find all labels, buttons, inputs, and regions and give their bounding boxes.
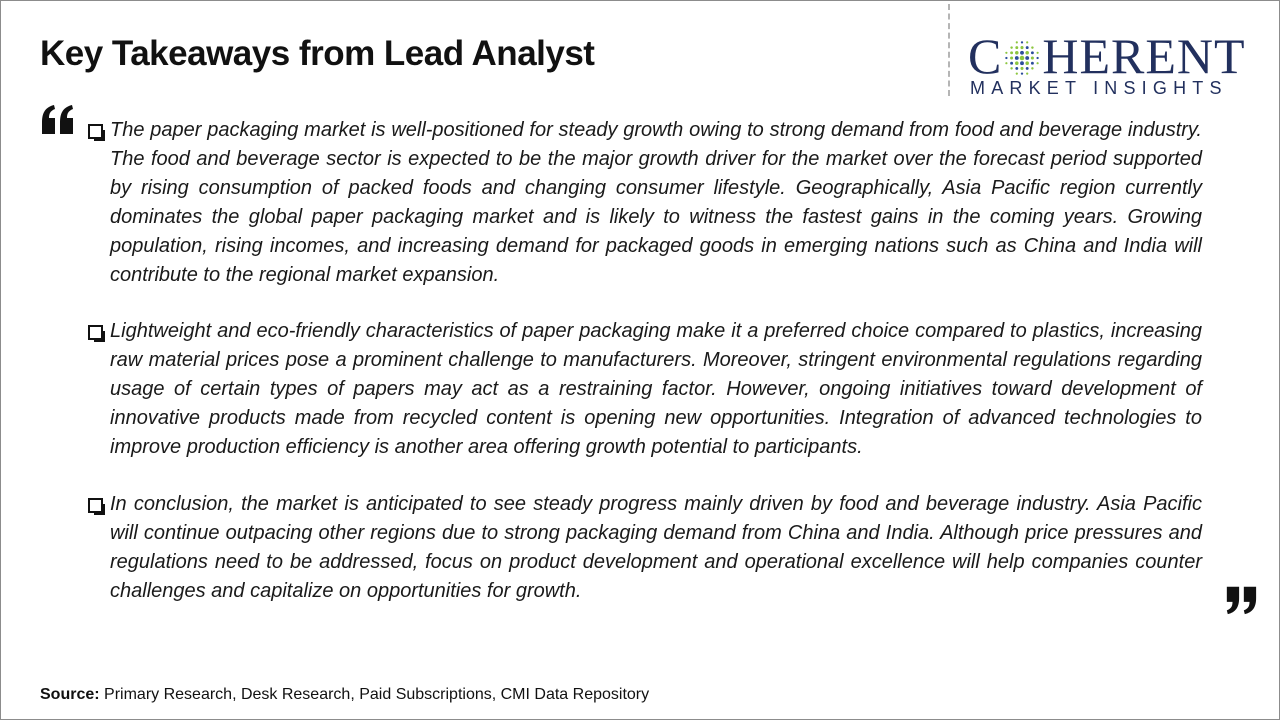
logo-globe-dot [1032, 67, 1034, 69]
header-divider [948, 4, 950, 96]
logo-globe-dot [1011, 67, 1013, 69]
logo-globe-dot [1011, 51, 1014, 54]
logo-globe-dot [1032, 46, 1034, 48]
checkbox-bullet-icon [88, 325, 103, 340]
logo-wordmark: C HERENT [968, 28, 1246, 84]
logo-globe-dot [1026, 67, 1029, 70]
logo-globe-dot [1016, 46, 1019, 49]
logo-globe-dot [1020, 56, 1025, 61]
logo-globe-dot [1037, 57, 1039, 59]
logo-globe-dot [1031, 62, 1034, 65]
list-item [86, 317, 1202, 462]
logo-globe-dot [1016, 67, 1019, 70]
page-title: Key Takeaways from Lead Analyst [40, 34, 595, 73]
logo-globe-dot [1015, 56, 1019, 60]
logo-globe-dot [1016, 73, 1018, 75]
company-logo [968, 30, 1263, 100]
logo-globe-dot [1021, 41, 1023, 43]
logo-globe-dot [1021, 72, 1023, 74]
logo-globe-icon [1003, 39, 1041, 77]
list-item [86, 490, 1202, 606]
logo-globe-dot [1006, 52, 1008, 54]
checkbox-bullet-icon [88, 498, 103, 513]
source-note [40, 686, 649, 704]
logo-globe-dot [1015, 51, 1019, 55]
logo-globe-dot [1015, 61, 1019, 65]
logo-globe-dot [1016, 41, 1018, 43]
logo-globe-dot [1037, 52, 1039, 54]
close-quote-icon [1224, 584, 1258, 616]
logo-globe-dot [1006, 62, 1008, 64]
takeaway-list [86, 116, 1202, 634]
logo-globe-dot [1020, 51, 1024, 55]
logo-globe-dot [1026, 56, 1030, 60]
takeaway-text: The paper packaging market is well-positioned for steady growth owing to strong demand from food and beverage industry. The food and beverage sector is expected to be the major growth driver for the market over the forecast period supported by rising consumption of packed foods and changing consumer lifestyle. Geographically, Asia Pacific region currently dominates the global paper packaging market and is likely to witness the fastest gains in the coming years. Growing population, rising incomes, and increasing demand for packaged goods in emerging nations such as China and India will contribute to the regional market expansion. [110, 119, 1202, 286]
logo-globe-dot [1037, 62, 1039, 64]
logo-globe-dot [1021, 46, 1024, 49]
logo-globe-dot [1020, 61, 1024, 65]
logo-globe-dot [1031, 51, 1034, 54]
logo-tagline: MARKET INSIGHTS [970, 78, 1228, 98]
logo-globe-dot [1011, 62, 1014, 65]
logo-globe-dot [1026, 41, 1028, 43]
open-quote-icon [40, 104, 76, 136]
logo-globe-dot [1010, 56, 1013, 59]
source-text: Primary Research, Desk Research, Paid Subscriptions, CMI Data Repository [104, 686, 650, 703]
logo-globe-dot [1026, 61, 1030, 65]
checkbox-bullet-icon [88, 124, 103, 139]
takeaway-text: Lightweight and eco-friendly characteristics of paper packaging make it a preferred choice compared to plastics, increasing raw material prices pose a prominent challenge to manufacturers. Moreover, stringent environmental regulations regarding usage of certain types of papers may act as a restraining factor. However, ongoing initiatives toward development of innovative products made from recycled content is opening new opportunities. Integration of advanced technologies to improve production efficiency is another area offering growth potential to participants. [110, 320, 1202, 459]
logo-globe-dot [1006, 57, 1008, 59]
logo-globe-dot [1026, 46, 1029, 49]
logo-globe-dot [1021, 67, 1024, 70]
logo-globe-dot [1031, 56, 1034, 59]
source-label: Source: [40, 686, 100, 703]
logo-globe-dot [1026, 51, 1030, 55]
logo-globe-dot [1026, 73, 1028, 75]
takeaway-text: In conclusion, the market is anticipated to see steady progress mainly driven by food and beverage industry. Asia Pacific will continue outpacing other regions due to strong packaging demand from China and India. Although price pressures and regulations need to be addressed, focus on product development and operational excellence will help companies counter challenges and capitalize on opportunities for growth. [110, 492, 1202, 602]
list-item [86, 116, 1202, 289]
logo-globe-dot [1011, 46, 1013, 48]
